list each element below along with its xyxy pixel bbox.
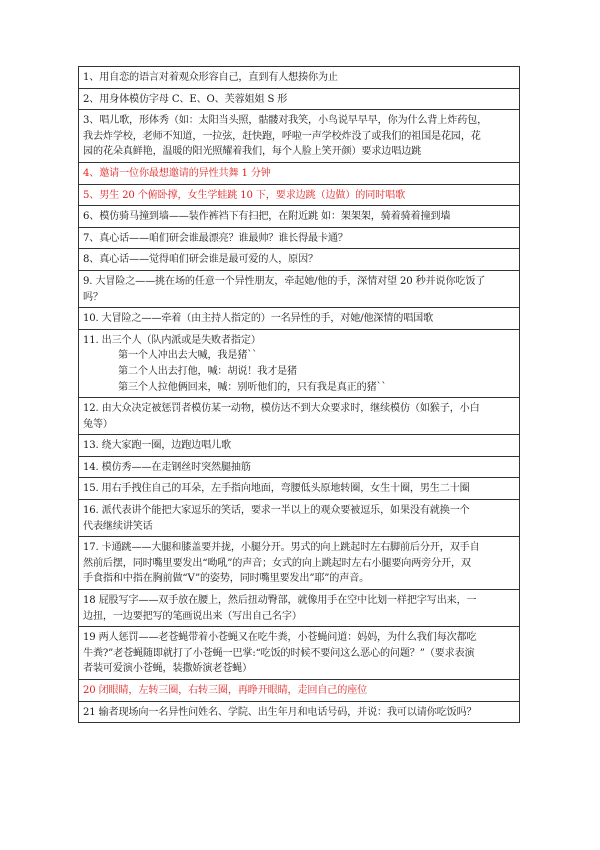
row-text: 1、用自恋的语言对着观众形容自己，直到有人想揍你为止 (83, 72, 338, 83)
row-text: 6、模仿骑马撞到墙——装作裤裆下有扫把，在附近跳 如：架架架，骑着骑着撞到墙 (83, 211, 451, 223)
row-text: 4、邀请一位你最想邀请的异性共舞 1 分钟 (83, 167, 271, 179)
row-text: 7、真心话——咱们研会谁最漂亮？谁最帅？谁长得最卡通？ (83, 232, 348, 244)
row-text: 9. 大冒险之——挑在场的任意一个异性朋友，牵起她/他的手，深情对望 20 秒并说你吃饭了 (83, 275, 486, 287)
row-text: 15. 用右手拽住自己的耳朵，左手指向地面，弯腰低头原地转圈，女生十圈，男生二十圈 (83, 483, 470, 495)
row-text: 18 屁股写字——双手放在腰上，然后扭动臀部，就像用手在空中比划一样把字写出来，一 (83, 595, 477, 607)
table-row (78, 307, 520, 330)
row-text: 牛粪?”老苍蝇随即就打了小苍蝇一巴掌:“吃饭的时候不要问这么恶心的问题？”（要求表演 (83, 647, 475, 659)
table-row (78, 88, 520, 111)
row-text: 11. 出三个人（队内派或是失败者指定） (83, 334, 261, 346)
table-row (78, 434, 520, 457)
row-text: 5、男生 20 个俯卧撑，女生学蛙跳 10 下，要求边跳（边做）的同时唱歌 (83, 189, 406, 201)
table-row (78, 66, 520, 89)
row-text: 然前后摆，同时嘴里要发出“呦吼”的声音；女式的向上跳起时左右小腿要向两旁分开，双 (83, 557, 471, 569)
table-row (78, 397, 520, 435)
row-text: 代表继续讲笑话 (83, 520, 153, 532)
table-row (78, 456, 520, 479)
row-text: 20 闭眼睛，左转三圈，右转三圈，再睁开眼睛，走回自己的座位 (83, 685, 368, 696)
table-row (78, 477, 520, 500)
table-row (78, 248, 520, 271)
row-text: 边扭，一边要把写的笔画说出来（写出自己名字） (83, 610, 302, 622)
row-text: 10. 大冒险之——牵着（由主持人指定的）一名异性的手，对她/他深情的唱国歌 (83, 313, 434, 325)
row-text: 2、用身体模仿字母 C、E、O、芙蓉姐姐 S 形 (83, 93, 288, 105)
table-row (78, 536, 520, 590)
table-row (78, 701, 520, 724)
row-text: 第二个人出去打他，喊：胡说！我才是猪 (118, 365, 297, 377)
row-text: 第三个人拉他俩回来，喊：别听他们的，只有我是真正的猪`` (118, 381, 387, 393)
row-text: 园的花朵真鲜艳，温暖的阳光照耀着我们，每个人脸上笑开颜）要求边唱边跳 (83, 146, 422, 158)
table-row (78, 184, 520, 207)
table-row (78, 109, 520, 163)
row-text: 第一个人冲出去大喊，我是猪`` (118, 350, 258, 362)
row-text: 21 输者现场向一名异性问姓名、学院、出生年月和电话号码，并说：我可以请你吃饭吗？ (83, 706, 477, 718)
row-text: 吗？ (83, 291, 103, 303)
row-text: 12. 由大众决定被惩罚者模仿某一动物，模仿达不到大众要求时，继续模仿（如猴子，小白 (83, 403, 480, 415)
row-text: 19 两人惩罚——老苍蝇带着小苍蝇又在吃牛粪，小苍蝇问道：妈妈，为什么我们每次都吃 (83, 632, 477, 644)
row-text: 我去炸学校，老师不知道，一拉弦，赶快跑，呼啦一声学校炸没了或我们的祖国是花园，花 (83, 130, 481, 142)
game-rules-table (78, 67, 520, 723)
table-row (78, 205, 520, 228)
row-text: 16. 派代表讲个能把大家逗乐的笑话，要求一半以上的观众要被逗乐，如果没有就换一个 (83, 505, 470, 517)
row-text: 手食指和中指在胸前做“V”的姿势，同时嘴里要发出”耶”的声音。 (83, 573, 370, 585)
table-row (78, 626, 520, 680)
row-text: 兔等） (83, 418, 113, 430)
table-row (78, 162, 520, 185)
row-text: 3、唱儿歌，形体秀（如：太阳当头照，骷髅对我笑，小鸟说早早早，你为什么背上炸药包， (83, 115, 488, 127)
table-row (78, 499, 520, 537)
row-text: 者装可爱演小苍蝇，装撒娇演老苍蝇） (83, 663, 253, 675)
row-text: 17. 卡通跳——大腿和膝盖要并拢，小腿分开。男式的向上跳起时左右脚前后分开，双手自 (83, 542, 480, 554)
table-row (78, 270, 520, 308)
table-row (78, 589, 520, 627)
table-row (78, 227, 520, 250)
row-text: 14. 模仿秀——在走钢丝时突然腿抽筋 (83, 461, 251, 473)
table-row (78, 679, 520, 702)
row-text: 8、真心话——觉得咱们研会谁是最可爱的人，原因？ (83, 254, 318, 266)
table-row (78, 329, 520, 398)
row-text: 13. 绕大家跑一圈，边跑边唱儿歌 (83, 440, 231, 452)
